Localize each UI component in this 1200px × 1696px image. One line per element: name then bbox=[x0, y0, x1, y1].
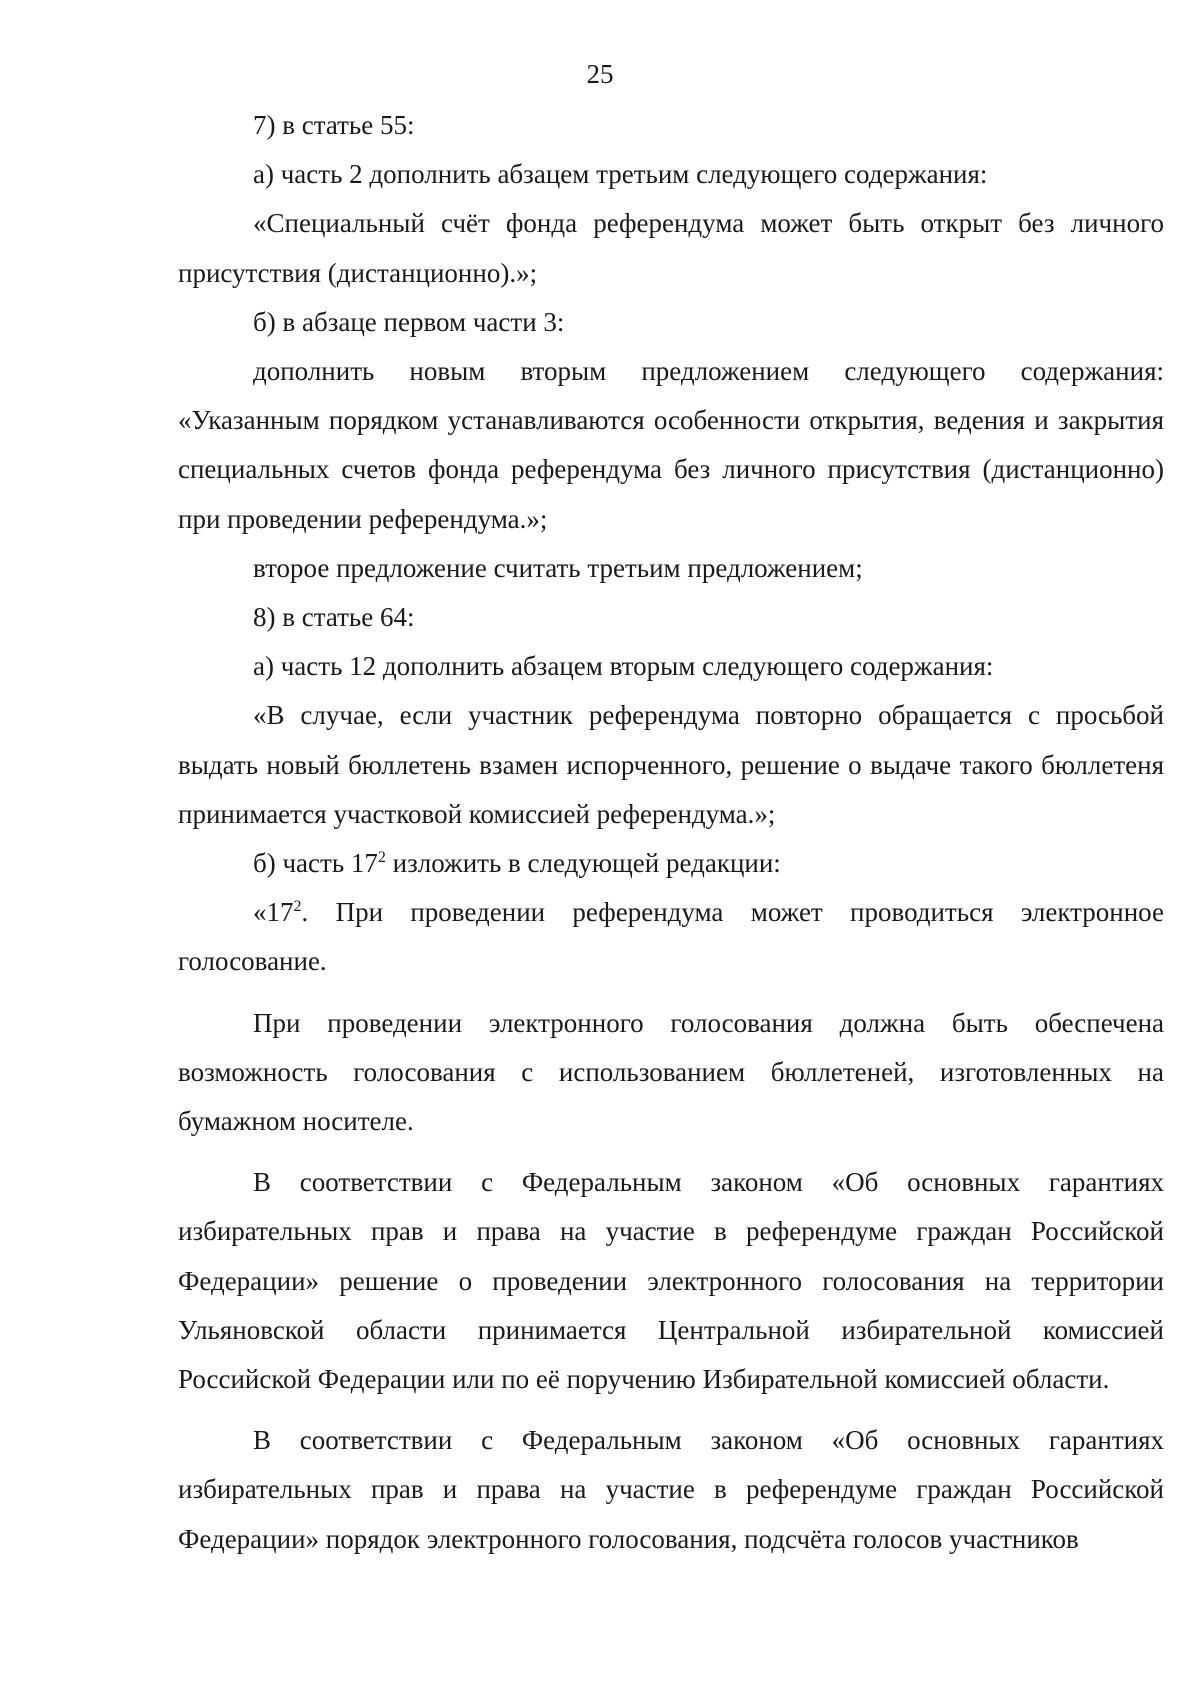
paragraph: а) часть 12 дополнить абзацем вторым следующего содержания: bbox=[253, 651, 994, 682]
paragraph-text: «17 bbox=[253, 897, 294, 928]
superscript: 2 bbox=[377, 849, 386, 867]
page-number: 25 bbox=[586, 59, 614, 89]
paragraph: б) в абзаце первом части 3: bbox=[253, 306, 565, 337]
paragraph: В соответствии с Федеральным законом «Об основных гарантиях избирательных прав и права на участие в референдуме граждан Российской Федерации» порядок электронного голосования, подсчёта голосов участников bbox=[178, 1425, 1164, 1554]
paragraph: а) часть 2 дополнить абзацем третьим следующего содержания: bbox=[253, 159, 988, 190]
paragraph-text: . При проведении референдума может проводиться электронное голосование. bbox=[178, 897, 1164, 977]
paragraph: 7) в статье 55: bbox=[253, 110, 415, 140]
paragraph: дополнить новым вторым предложением следующего содержания: «Указанным порядком устанавливаются особенности открытия, ведения и закрытия специальных счетов фонда референдума без личного присутствия (дистанционно) при проведении референдума.»; bbox=[178, 356, 1164, 534]
paragraph bbox=[178, 839, 1164, 888]
paragraph: При проведении электронного голосования должна быть обеспечена возможность голосования с использованием бюллетеней, изготовленных на бумажном носителе. bbox=[178, 1007, 1164, 1137]
paragraph-text: б) часть 17 bbox=[253, 848, 378, 879]
paragraph-text: изложить в следующей редакции: bbox=[385, 848, 781, 879]
paragraph: «В случае, если участник референдума повторно обращается с просьбой выдать новый бюллетень взамен испорченного, решение о выдаче такого бюллетеня принимается участковой комиссией референдума.»; bbox=[178, 700, 1164, 829]
superscript: 2 bbox=[293, 898, 302, 916]
paragraph: второе предложение считать третьим предложением; bbox=[253, 552, 863, 583]
paragraph bbox=[178, 888, 1164, 986]
paragraph: 8) в статье 64: bbox=[253, 602, 415, 633]
paragraph: «Специальный счёт фонда референдума может быть открыт без личного присутствия (дистанционно).»; bbox=[178, 208, 1164, 288]
document-body bbox=[178, 101, 1164, 1564]
paragraph: В соответствии с Федеральным законом «Об основных гарантиях избирательных прав и права на участие в референдуме граждан Российской Федерации» решение о проведении электронного голосования на территории Ульяновской области принимается Центральной избирательной комиссией Российской Федерации или по её поручению Избирательной комиссией области. bbox=[178, 1167, 1164, 1395]
